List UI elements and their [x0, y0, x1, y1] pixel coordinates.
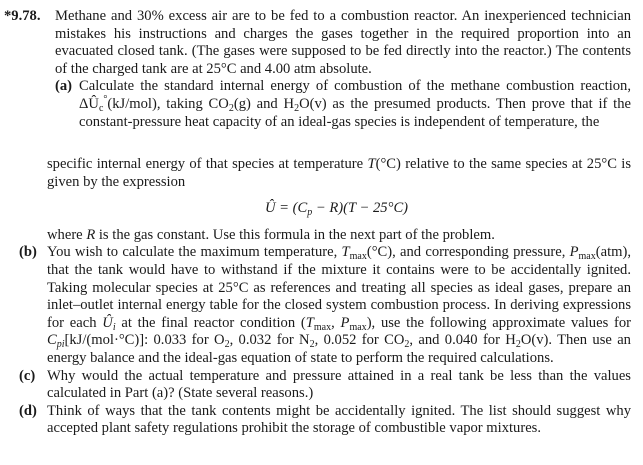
- part-b-text-4: at the final reactor condition (: [115, 314, 306, 331]
- part-b-text-6: ), use the following approximate values for: [366, 314, 632, 331]
- part-a-text-1: Calculate the standard internal energy of combustion of the methane combustion reaction,: [79, 78, 631, 95]
- part-a-label: (a): [55, 78, 73, 95]
- part-a-text-4: O(v) as the presumed products. Then prove that if the constant-pressure heat capacity of an ideal-gas species is independent of temperature, the: [79, 95, 631, 130]
- ui-symbol: Û: [102, 314, 113, 331]
- problem-number: *9.78.: [4, 8, 41, 24]
- part-b-text-3: (atm), that the tank would have to withstand if the mixture it contains were to be accidentally ignited. Taking molecular species at 25°C as references and treating all species as ideal gases, prepare an inlet–outlet internal energy table for the closed system combustion process. In deriving expressions for each: [47, 244, 631, 331]
- sub-2: 2: [309, 339, 315, 351]
- problem-intro: [0, 8, 643, 78]
- part-b: [0, 244, 643, 367]
- part-b-text-2: (°C), and corresponding pressure,: [366, 244, 570, 261]
- part-d-label: (d): [19, 402, 37, 419]
- sub-2: 2: [404, 339, 410, 351]
- after-eq-text-2: is the gas constant. Use this formula in the next part of the problem.: [95, 226, 495, 243]
- part-c-label: (c): [19, 367, 36, 384]
- tmax-symbol: T: [341, 244, 350, 261]
- intro-text: Methane and 30% excess air are to be fed to a combustion reactor. An inexperienced technician mistakes his instructions and charges the gases together in the required proportion into an evacuated closed tank. (The gases were supposed to be fed directly into the reactor.) The contents of the charged tank are at 25°C and 4.00 atm absolute.: [55, 8, 631, 77]
- part-a-text-2: (kJ/mol), taking CO: [107, 95, 229, 112]
- sub-c: c: [98, 102, 104, 114]
- part-d-text: Think of ways that the tank contents might be accidentally ignited. The list should suggest why accepted plant safety regulations prohibit the storage of combustible vapor mixtures.: [47, 402, 631, 437]
- part-c-text: Why would the actual temperature and pressure attained in a real tank be less than the values calculated in Part (a)? (State several reasons.): [47, 367, 631, 402]
- part-a-start: [0, 78, 643, 131]
- part-b-text-1: You wish to calculate the maximum temperature,: [47, 244, 342, 261]
- part-b-text-8: , 0.032 for N: [229, 332, 310, 349]
- sub-p: p: [307, 207, 313, 219]
- sup-degree: °: [103, 94, 108, 106]
- part-c: [0, 368, 643, 403]
- part-b-label: (b): [19, 244, 37, 261]
- sub-max: max: [349, 251, 367, 263]
- cp-symbol: C: [47, 332, 57, 349]
- sub-max: max: [578, 251, 596, 263]
- part-a-text-3: (g) and H: [233, 95, 295, 112]
- sub-2: 2: [224, 339, 230, 351]
- part-b-text-10: , and 0.040 for H: [409, 332, 516, 349]
- problem-bottom-block: [0, 156, 643, 438]
- temperature-symbol: T: [367, 156, 376, 172]
- pmax-symbol: P: [340, 314, 350, 331]
- sub-2: 2: [228, 102, 234, 114]
- sub-i: i: [112, 321, 116, 333]
- pmax-symbol: P: [569, 244, 579, 261]
- after-eq-text-1: where: [47, 226, 87, 243]
- part-d: [0, 403, 643, 438]
- part-a-after-equation: [0, 227, 643, 245]
- part-a-continuation: [0, 156, 643, 191]
- equation-rhs: − R)(T − 25°C): [312, 200, 409, 217]
- sub-2: 2: [294, 102, 300, 114]
- part-b-text-5: ,: [331, 314, 341, 331]
- delta-u-symbol: ΔÛ: [79, 95, 99, 112]
- sub-pi: pi: [56, 339, 65, 351]
- tmax-symbol: T: [305, 314, 314, 331]
- equation-lhs: Û = (C: [264, 200, 308, 217]
- sub-max: max: [313, 321, 332, 333]
- gas-constant-symbol: R: [86, 226, 96, 243]
- part-b-text-11: O(v). Then use an energy balance and the ideal-gas equation of state to perform the required calculations.: [47, 332, 631, 366]
- continuation-text-1: specific internal energy of that species at temperature: [47, 156, 368, 172]
- continuation-text-2: (°C) relative to the same species at 25°C is given by the expression: [47, 156, 632, 190]
- part-b-text-7: [kJ/(mol·°C)]: 0.033 for O: [64, 332, 225, 349]
- internal-energy-equation: [0, 200, 643, 218]
- part-b-text-9: , 0.052 for CO: [314, 332, 405, 349]
- problem-top-block: [0, 8, 643, 131]
- sub-max: max: [349, 321, 367, 333]
- sub-2: 2: [515, 339, 521, 351]
